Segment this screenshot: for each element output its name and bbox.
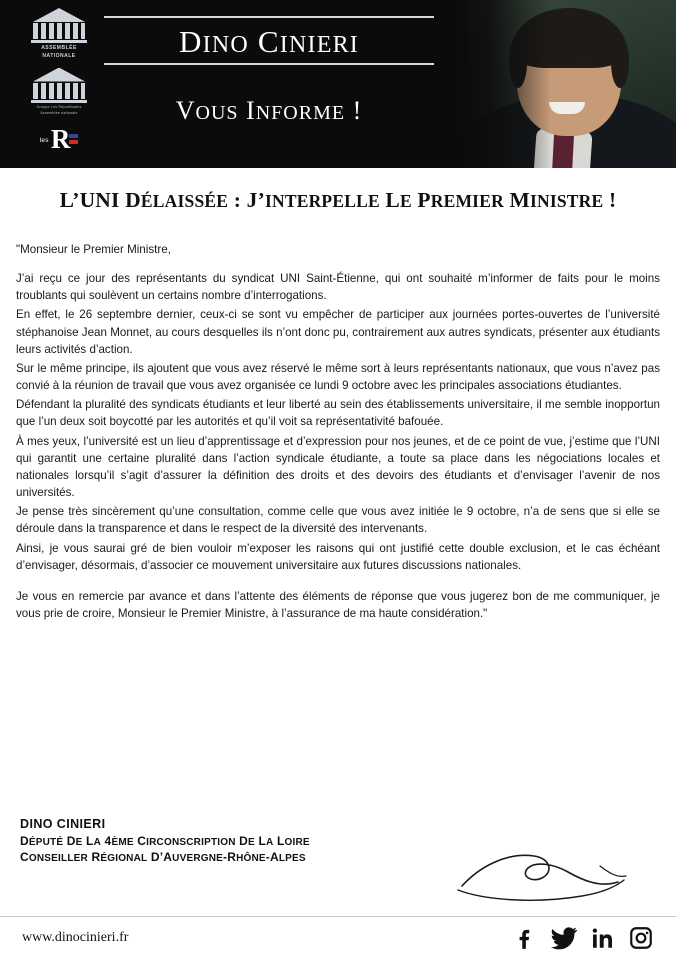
handwritten-signature (450, 846, 640, 910)
title-rule-bottom (104, 63, 434, 65)
assemblee-columns-icon (33, 23, 85, 39)
page-title: L’UNI DÉLAISSÉE : J’INTERPELLE LE PREMIER MINISTRE ! (59, 188, 617, 212)
website-url[interactable]: www.dinocinieri.fr (22, 930, 129, 945)
letter-paragraph: Sur le même principe, ils ajoutent que vous avez réservé le même sort à leurs représentants nationaux, que vous n’avez pas convié à la réunion de travail que vous avez organisée ce lundi 9 octobre avec les principales associations étudiantes. (16, 361, 660, 393)
flag-bar-blue (69, 134, 78, 138)
assemblee-nationale-label-2: NATIONALE (42, 53, 76, 60)
les-republicains-les-label: les (39, 136, 49, 144)
letter-paragraph: Ainsi, je vous saurai gré de bien vouloir m’exposer les raisons qui ont justifié cette double exclusion, et le cas échéant d’envisager, désormais, d’associer ce mouvement universitaire aux futures discussions nationales. (16, 541, 660, 572)
instagram-icon[interactable] (628, 925, 654, 951)
letter-paragraph: À mes yeux, l’université est un lieu d’apprentissage et d’expression pour nos jeunes, et de ce point de vue, j’estime que l’UNI qui garantit une certaine pluralité dans l’action syndicale étudiante, a toute sa place dans les négociations locales et nationales lorsqu’il s’agit d’assurer la définition des droits et des devoirs des étudiants et d’envisager l’avenir de nos universités. (16, 434, 660, 500)
header-title-block (104, 16, 434, 65)
signature-block (20, 816, 310, 866)
letter-body (16, 241, 660, 622)
groupe-label-1: Groupe Les Républicains (36, 104, 82, 109)
flag-bar-red (69, 140, 78, 144)
letter-paragraph: En effet, le 26 septembre dernier, ceux-ci se sont vu empêcher de participer aux journées portes-ouvertes de l’université stéphanoise Jean Monnet, au cours desquelles ils n’ont donc pu, contrairement aux autres syndicats, présenter aux étudiants leurs activités d’action. (16, 308, 660, 356)
linkedin-icon[interactable] (590, 925, 616, 951)
title-rule-top (104, 16, 434, 18)
header-name: DINO CINIERI (179, 24, 359, 59)
les-republicains-mark (39, 123, 79, 154)
les-republicains-logo (40, 124, 79, 153)
letter-closing-paragraph: Je vous en remercie par avance et dans l’attente des éléments de réponse que vous jugerez bon de me communiquer, je vous prie de croire, Monsieur le Premier Ministre, à l’assurance de ma haute considération." (16, 589, 660, 620)
header-banner (0, 0, 676, 168)
portrait-photo (461, 0, 676, 168)
assemblee-roof-icon (33, 8, 85, 22)
facebook-icon[interactable] (512, 925, 538, 951)
footer (0, 916, 676, 960)
assemblee-nationale-label-1: ASSEMBLÉE (41, 45, 77, 51)
logo-stack (16, 8, 102, 153)
header-subtitle: VOUS INFORME ! (175, 96, 363, 125)
social-links (512, 925, 654, 951)
les-republicains-r-letter: R (50, 123, 68, 154)
signature-role-deputy: DÉPUTÉ DE LA 4ÈME CIRCONSCRIPTION DE LA LOIRE (20, 833, 310, 848)
les-republicains-flag-icon (69, 134, 78, 144)
groupe-label-2: Assemblée nationale (40, 111, 78, 116)
letter-paragraph: Défendant la pluralité des syndicats étudiants et leur liberté au sein des établissements universitaire, il me semble inopportun que l’un deux soit boycotté par les autorités et qu’il voit sa représentativité bafouée. (16, 398, 660, 429)
assemblee-nationale-logo (31, 8, 87, 60)
assemblee-base-icon (31, 40, 87, 43)
letter-paragraph: Je pense très sincèrement qu’une consultation, comme celle que vous avez initiée le 9 octobre, n’a de sens que si elle se déroule dans la transparence et dans le respect de la diversité des intervenants. (16, 505, 660, 536)
groupe-base-icon (31, 100, 87, 103)
letter-paragraph: "Monsieur le Premier Ministre, (16, 243, 171, 256)
twitter-icon[interactable] (550, 925, 578, 951)
signature-role-regional: CONSEILLER RÉGIONAL D’AUVERGNE-RHÔNE-ALPES (20, 850, 306, 865)
groupe-roof-icon (33, 68, 85, 82)
signature-name: DINO CINIERI (20, 817, 106, 831)
groupe-columns-icon (33, 83, 85, 99)
letter-paragraph: J’ai reçu ce jour des représentants du syndicat UNI Saint-Étienne, qui ont souhaité m’informer de faits pour le moins troublants qui soulèvent un certains nombre d’interrogations. (16, 272, 660, 303)
portrait-gradient-overlay (461, 0, 676, 168)
groupe-les-republicains-logo (31, 68, 87, 116)
